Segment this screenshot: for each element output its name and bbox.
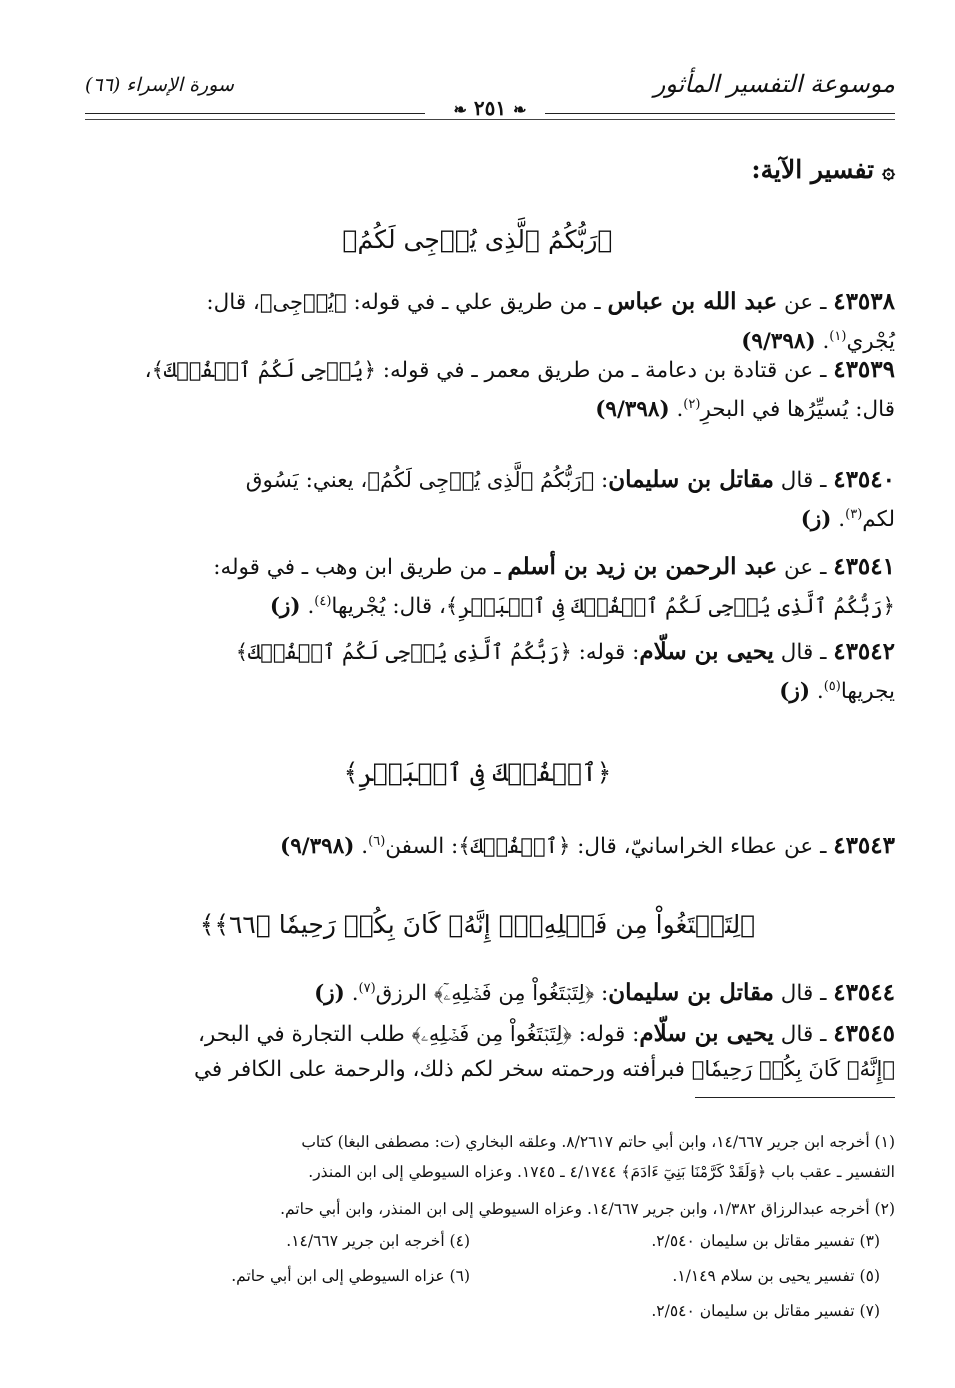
quran-quote: ﴿يُزۡجِى لَكُمُ ٱلۡفُلۡكَ﴾ [151,358,376,382]
header-rule-thin [85,119,895,120]
entry-text: الرزق [375,981,434,1007]
footnote-marker: (٥) [823,679,841,694]
narrator-name: يحيى بن سلّام [639,638,774,665]
entry-line [60,463,895,498]
entry-text: يجريها [840,679,895,705]
footnote-marker: (٤) [314,594,332,609]
entry-43540 [60,463,895,537]
entry-text: : [594,981,609,1007]
entry-line [60,670,895,709]
narrator-name: يحيى بن سلّام [639,1020,774,1047]
entry-number: ٤٣٥٤٢ [833,638,895,665]
entry-text: ـ عن قتادة بن دعامة ـ من طريق معمر ـ في قوله: [375,358,834,383]
section-heading [751,155,895,184]
quran-quote: ﴿رَبُّكُمُ ٱلَّذِى يُزۡجِى لَكُمُ ٱلۡفُلۡكَ فِى ٱلۡبَحۡرِ﴾ [445,594,895,619]
entry-43541 [60,550,895,624]
source-ref: (٩/٣٩٨) [741,329,816,355]
entry-number: ٤٣٥٣٩ [833,356,895,383]
verse-heading-3: ﴿لِتَبۡتَغُواْ مِن فَضۡلِهِۦٓۚ إِنَّهُۥ كَانَ بِكُمۡ رَحِيمٗا ﴿٦٦﴾﴾ [199,910,756,939]
entry-text: طلب التجارة في البحر، [197,1022,412,1047]
header-rule-left [85,113,425,114]
entry-line [60,972,895,1011]
entry-text: . [810,679,824,705]
quran-quote: ﴿ٱلۡفُلۡكَ﴾ [458,834,571,859]
entry-text: ، قال: يُجْريها [331,594,446,620]
entry-text: ـ عن عطاء الخراسانيّ، قال: [570,834,834,860]
footnote-marker: (٢) [683,397,701,412]
entry-line [60,285,895,320]
narrator-name: عبد الله بن عباس [607,288,778,315]
quran-quote: ﴿لِتَبۡتَغُواْ مِن فَضۡلِهِۦ﴾ [411,1022,572,1046]
entry-text: . [300,594,315,620]
verse-heading-1: ﴿رَبُّكُمُ ٱلَّذِى يُزۡجِى لَكُمُ﴾ [342,225,613,254]
entry-line [60,1017,895,1052]
entry-line [60,388,895,427]
source-ref: (ز) [314,981,345,1007]
page-number: ٢٥١ [473,96,507,120]
entry-text: . [354,834,369,860]
entry-43538 [60,285,895,359]
entry-number: ٤٣٥٤٤ [833,979,895,1007]
entry-text: ، يعني: يَسُوق [245,468,368,493]
source-ref: (ز) [800,507,832,533]
quran-quote: ﴿رَبُّكُمُ ٱلَّذِى يُزۡجِى لَكُمُ ٱلۡفُلۡكَ﴾ [235,640,572,664]
quran-quote: ﴿إِنَّهُۥ كَانَ بِكُمۡ رَحِيمٗا﴾ [691,1057,895,1081]
entry-text: ـ قال [773,468,834,493]
entry-line [60,353,895,388]
footnote-5: (٥) تفسير يحيى بن سلام ١/١٤٩. [672,1267,880,1285]
entry-text: ـ قال [773,981,834,1007]
section-heading-text: تفسير الآية: [751,155,875,184]
entry-text: قال: يُسيِّرُها في البحرِ [700,397,895,423]
entry-text: ـ عن [777,555,834,580]
quran-quote: ﴿يُزۡجِى﴾ [259,290,347,314]
entry-text: : السفن [385,834,459,860]
entry-text: لكم [862,507,895,533]
entry-text: . [815,329,830,355]
entry-line [60,825,895,864]
entry-text: . [344,981,359,1007]
page-number-block [85,96,895,120]
footnote-4: (٤) أخرجه ابن جرير ١٤/٦٦٧. [286,1232,470,1250]
entry-number: ٤٣٥٤٥ [833,1020,895,1047]
entry-number: ٤٣٥٤٠ [833,466,895,493]
entry-line [60,498,895,537]
footnote-marker: (١) [829,329,847,344]
entry-text: ـ من طريق علي ـ في قوله: [346,290,608,315]
entry-text: ـ من طريق ابن وهب ـ في قوله: [213,555,508,580]
source-ref: (ز) [269,594,301,620]
header-rule-right [545,113,895,114]
footnote-marker: (٦) [368,834,386,849]
entry-text: يُجْري [846,329,895,355]
footnote-7: (٧) تفسير مقاتل بن سليمان ٢/٥٤٠. [651,1302,880,1320]
source-ref: (٩/٣٩٨) [595,397,670,423]
entry-line [60,1052,895,1087]
entry-number: ٤٣٥٤١ [833,553,895,580]
entry-43542 [60,635,895,709]
entry-number: ٤٣٥٤٣ [833,832,895,860]
entry-text: ، [144,358,152,383]
entry-43543 [60,825,895,864]
entry-text: : قوله: [571,640,640,665]
star-icon: ۞ [882,158,895,184]
source-ref: (ز) [779,679,811,705]
book-title: موسوعة التفسير المأثور [653,70,895,98]
source-ref: (٩/٣٩٨) [280,834,355,860]
narrator-name: مقاتل بن سليمان [608,979,774,1007]
entry-text: ـ قال [773,1022,834,1047]
surah-label: سورة الإسراء (٦٦) [85,74,234,96]
entry-line [60,550,895,585]
entry-text: ، قال: [206,290,260,315]
narrator-name: عبد الرحمن بن زيد بن أسلم [507,553,778,580]
verse-heading-2: ﴿ٱلۡفُلۡكَ فِى ٱلۡبَحۡرِ﴾ [343,758,612,787]
footnote-2: (٢) أخرجه عبدالرزاق ١/٣٨٢، وابن جرير ١٤/٦٦٧. وعزاه السيوطي إلى ابن المنذر، وابن أبي حاتم. [280,1200,895,1218]
footnote-1-cont: التفسير ـ عقب باب ﴿وَلَقَدْ كَرَّمْنَا بَنِيٓ ءَادَمَ﴾ ٤/١٧٤٤ ـ ١٧٤٥. وعزاه السيوطي إلى ابن المنذر. [308,1163,895,1181]
entry-text: ـ قال [773,640,834,665]
entry-line [60,635,895,670]
footnote-marker: (٣) [845,507,863,522]
entry-text: ـ عن [777,290,834,315]
quran-quote: ﴿رَبُّكُمُ ٱلَّذِى يُزۡجِى لَكُمُ﴾ [367,468,595,492]
entry-text: . [669,397,684,423]
entry-number: ٤٣٥٣٨ [833,288,895,315]
footnote-marker: (٧) [358,981,376,996]
entry-line [60,585,895,624]
entry-43539 [60,353,895,427]
entry-text: : [594,468,609,493]
ornament-icon: ❧ [453,100,467,119]
footnote-1: (١) أخرجه ابن جرير ١٤/٦٦٧، وابن أبي حاتم ٨/٢٦١٧. وعلقه البخاري (ت: مصطفى البغا) كتاب [301,1133,895,1151]
entry-text: فبرأفته ورحمته سخر لكم ذلك، والرحمة على الكافر في [194,1057,692,1082]
entry-43545 [60,1017,895,1087]
narrator-name: مقاتل بن سليمان [608,466,774,493]
entry-text: . [831,507,846,533]
footnote-3: (٣) تفسير مقاتل بن سليمان ٢/٥٤٠. [651,1232,880,1250]
entry-43544 [60,972,895,1011]
footnote-6: (٦) عزاه السيوطي إلى ابن أبي حاتم. [231,1267,470,1285]
ornament-icon: ❧ [513,100,527,119]
quran-quote: ﴿لِتَبۡتَغُواْ مِن فَضۡلِهِۦٓ﴾ [433,981,595,1006]
footnote-divider [695,1097,895,1098]
entry-text: : قوله: [571,1022,640,1047]
